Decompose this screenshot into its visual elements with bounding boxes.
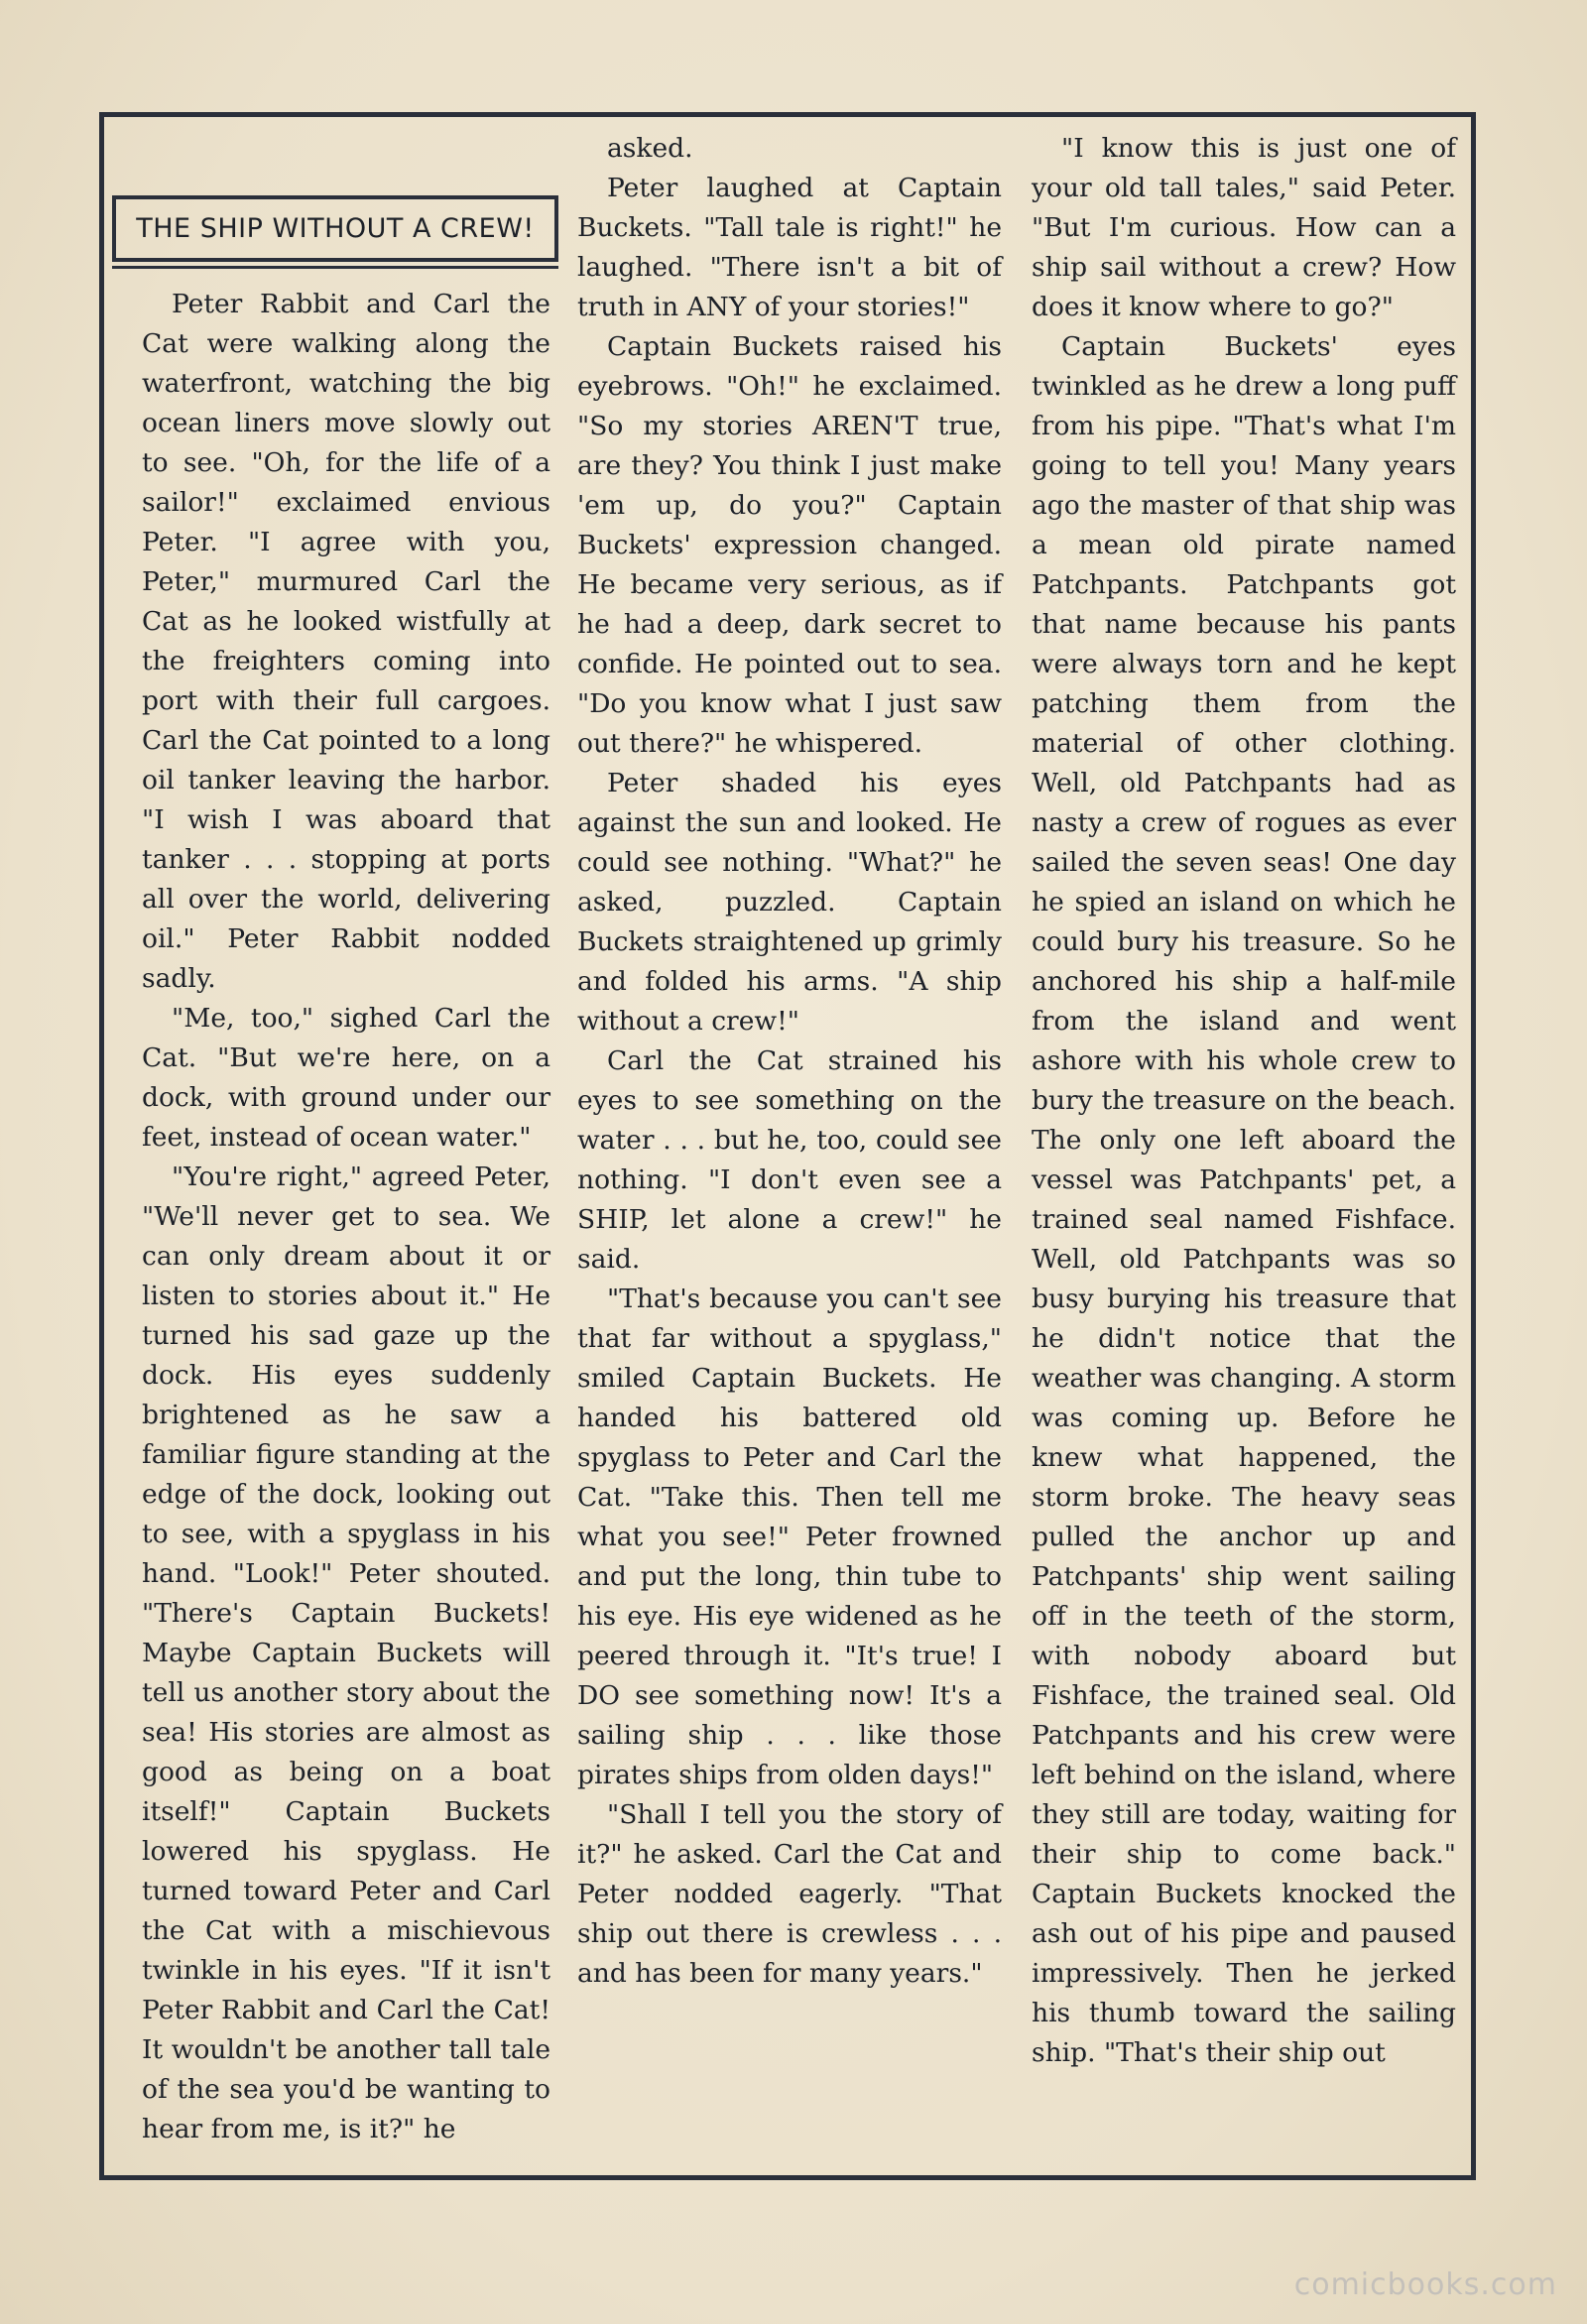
- paragraph: Carl the Cat strained his eyes to see something on the water . . . but he, too, could see nothing. "I don't even see a SHIP, let alone a crew!" he said.: [577, 1045, 1002, 1275]
- paragraph: "That's because you can't see that far without a spyglass," smiled Captain Buckets. He handed his battered old spyglass to Peter and Carl the Cat. "Take this. Then tell me what you see!" Peter frowned and put the long, thin tube to his eye. His eye widened as he peered through it. "It's true! I DO see something now! It's a sailing ship . . . like those pirates ships from olden days!": [577, 1284, 1002, 1790]
- paragraph: Captain Buckets' eyes twinkled as he drew a long puff from his pipe. "That's what I'm going to tell you! Many years ago the master of that ship was a mean old pirate named Patchpants. Patchpants got that name because his pants were always torn and he kept patching them from the material of other clothing. Well, old Patchpants had as nasty a crew of rogues as ever sailed the seven seas! One day he spied an island on which he could bury his treasure. So he anchored his ship a half-mile from the island and went ashore with his whole crew to bury the treasure on the beach. The only one left aboard the vessel was Patchpants' pet, a trained seal named Fishface. Well, old Patchpants was so busy burying his treasure that he didn't notice that the weather was changing. A storm was coming up. Before he knew what happened, the storm broke. The heavy seas pulled the anchor up and Patchpants' ship went sailing off in the teeth of the storm, with nobody aboard but Fishface, the trained seal. Old Patchpants and his crew were left behind on the island, where they still are today, waiting for their ship to come back." Captain Buckets knocked the ash out of his pipe and paused impressively. Then he jerked his thumb toward the sailing ship. "That's their ship out: [1032, 331, 1456, 2068]
- story-title: THE SHIP WITHOUT A CREW!: [136, 213, 535, 244]
- story-title-box: [112, 195, 558, 262]
- title-underline: [112, 266, 558, 269]
- paragraph: Peter Rabbit and Carl the Cat were walking along the waterfront, watching the big ocean liners move slowly out to see. "Oh, for the life of a sailor!" exclaimed envious Peter. "I agree with you, Peter," murmured Carl the Cat as he looked wistfully at the freighters coming into port with their full cargoes. Carl the Cat pointed to a long oil tanker leaving the harbor. "I wish I was aboard that tanker . . . stopping at ports all over the world, delivering oil." Peter Rabbit nodded sadly.: [142, 289, 550, 994]
- paragraph: "Me, too," sighed Carl the Cat. "But we're here, on a dock, with ground under our feet, instead of ocean water.": [142, 1003, 550, 1153]
- paragraph: "You're right," agreed Peter, "We'll never get to sea. We can only dream about it or listen to stories about it." He turned his sad gaze up the dock. His eyes suddenly brightened as he saw a familiar figure standing at the edge of the dock, looking out to see, with a spyglass in his hand. "Look!" Peter shouted. "There's Captain Buckets! Maybe Captain Buckets will tell us another story about the sea! His stories are almost as good as being on a boat itself!" Captain Buckets lowered his spyglass. He turned toward Peter and Carl the Cat with a mischievous twinkle in his eyes. "If it isn't Peter Rabbit and Carl the Cat! It wouldn't be another tall tale of the sea you'd be wanting to hear from me, is it?" he: [142, 1162, 550, 2144]
- paragraph: "I know this is just one of your old tall tales," said Peter. "But I'm curious. How can a ship sail without a crew? How does it know where to go?": [1032, 133, 1456, 322]
- paragraph: Peter shaded his eyes against the sun and looked. He could see nothing. "What?" he asked, puzzled. Captain Buckets straightened up grimly and folded his arms. "A ship without a crew!": [577, 768, 1002, 1037]
- text-column-1: [142, 285, 550, 2149]
- paragraph: "Shall I tell you the story of it?" he asked. Carl the Cat and Peter nodded eagerly. "That ship out there is crewless . . . and has been for many years.": [577, 1799, 1002, 1989]
- paragraph: Peter laughed at Captain Buckets. "Tall tale is right!" he laughed. "There isn't a bit of truth in ANY of your stories!": [577, 173, 1002, 322]
- paragraph: asked.: [607, 133, 693, 164]
- text-column-2: [577, 129, 1002, 1994]
- watermark: comicbooks.com: [1293, 2267, 1557, 2302]
- text-column-3: [1032, 129, 1456, 2073]
- paragraph: Captain Buckets raised his eyebrows. "Oh!" he exclaimed. "So my stories AREN'T true, are they? You think I just make 'em up, do you?" Captain Buckets' expression changed. He became very serious, as if he had a deep, dark secret to confide. He pointed out to sea. "Do you know what I just saw out there?" he whispered.: [577, 331, 1002, 759]
